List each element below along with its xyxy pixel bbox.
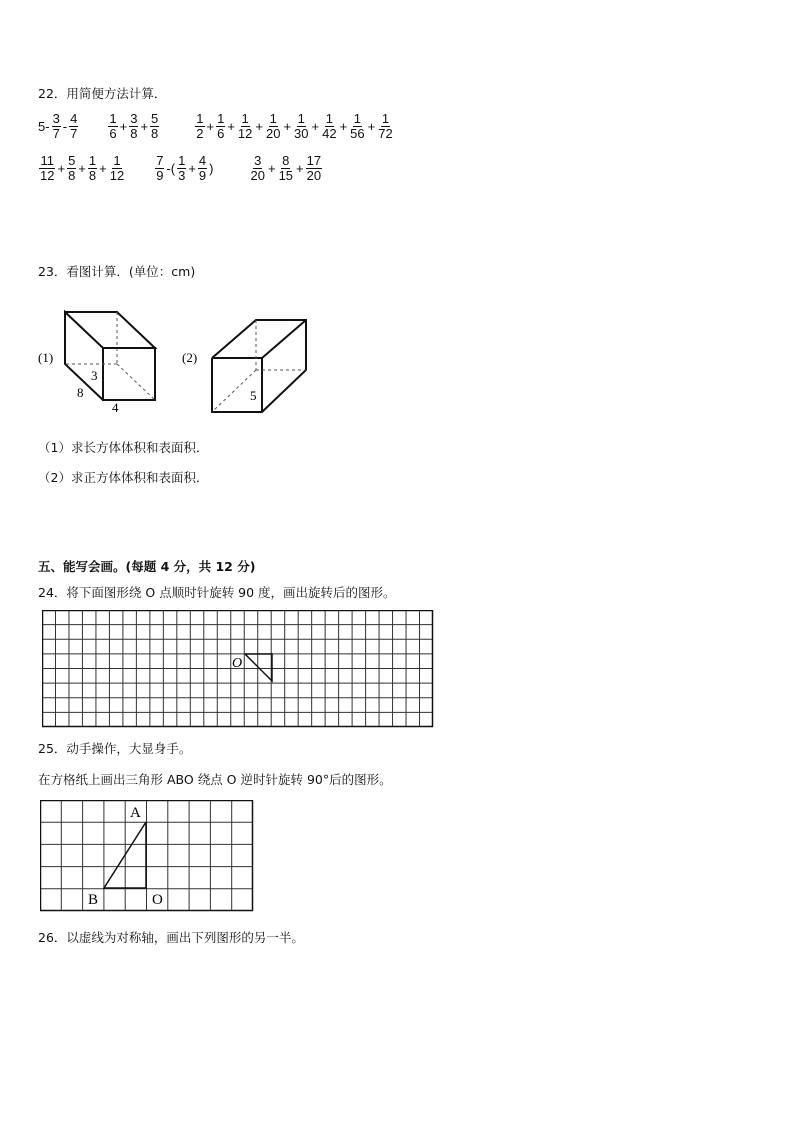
- fraction: $\frac{1}{2}$: [196, 111, 204, 141]
- fraction: $\frac{8}{15}$: [278, 153, 294, 183]
- expression: [249, 154, 324, 183]
- q22-row1: [38, 112, 395, 141]
- cube-figure: [212, 320, 306, 412]
- operator: ): [209, 161, 214, 176]
- operator: +: [311, 119, 320, 134]
- operator: -: [62, 119, 68, 134]
- q23-title: 23．看图计算．(单位：cm): [38, 264, 196, 279]
- fraction: $\frac{3}{8}$: [130, 111, 138, 141]
- cuboid-depth-label: 8: [77, 385, 84, 400]
- operator: +: [57, 161, 66, 176]
- q24-triangle: [245, 654, 272, 681]
- fraction: $\frac{3}{20}$: [250, 153, 265, 183]
- expression: [107, 112, 160, 141]
- whole-number: 5-: [38, 119, 50, 134]
- label-a: A: [130, 805, 141, 821]
- q24-title: 24．将下面图形绕 O 点顺时针旋转 90 度，画出旋转后的图形。: [38, 585, 396, 600]
- operator: +: [99, 161, 107, 176]
- fig2-label: (2): [182, 350, 198, 365]
- expression: [194, 112, 394, 141]
- q22-title: 22．用简便方法计算．: [38, 86, 167, 101]
- fraction: $\frac{5}{8}$: [68, 153, 76, 183]
- operator: +: [140, 119, 149, 134]
- fraction: $\frac{1}{72}$: [378, 111, 393, 141]
- fraction: $\frac{7}{9}$: [156, 153, 164, 183]
- q23-figures: [30, 300, 330, 425]
- fraction: $\frac{1}{12}$: [237, 111, 253, 141]
- q25-grid: [40, 800, 255, 912]
- operator: +: [296, 161, 304, 176]
- operator: +: [255, 119, 263, 134]
- operator: +: [339, 119, 348, 134]
- fraction: $\frac{1}{6}$: [109, 111, 117, 141]
- fraction: $\frac{1}{8}$: [88, 153, 97, 183]
- label-o: O: [152, 892, 163, 908]
- q23-sub2: （2）求正方体体积和表面积．: [38, 470, 209, 485]
- fig1-label: (1): [38, 350, 54, 365]
- q24-point-o: O: [232, 656, 243, 671]
- fraction: $\frac{5}{8}$: [151, 111, 159, 141]
- label-b: B: [88, 892, 99, 908]
- operator: +: [188, 161, 196, 176]
- cube-edge-label: 5: [250, 388, 257, 403]
- operator: +: [267, 161, 276, 176]
- operator: +: [367, 119, 376, 134]
- q25-title: 25．动手操作，大显身手。: [38, 741, 192, 756]
- fraction: $\frac{1}{30}$: [294, 111, 309, 141]
- fraction: $\frac{1}{42}$: [322, 111, 337, 141]
- q25-instruction: 在方格纸上画出三角形 ABO 绕点 O 逆时针旋转 90°后的图形。: [38, 772, 392, 787]
- fraction: $\frac{1}{56}$: [350, 111, 365, 141]
- operator: +: [78, 161, 86, 176]
- cuboid-height-label: 3: [91, 368, 98, 383]
- operator: +: [283, 119, 292, 134]
- q26-title: 26．以虚线为对称轴，画出下列图形的另一半。: [38, 930, 304, 945]
- fraction: $\frac{1}{3}$: [178, 153, 186, 183]
- operator: +: [227, 119, 235, 134]
- q24-grid: [42, 610, 434, 728]
- fraction: $\frac{4}{7}$: [70, 111, 78, 141]
- section5-title: 五、能写会画。(每题 4 分，共 12 分): [38, 559, 256, 574]
- operator: +: [206, 119, 215, 134]
- fraction: $\frac{4}{9}$: [198, 153, 207, 183]
- fraction: $\frac{1}{12}$: [109, 153, 125, 183]
- fraction: $\frac{1}{6}$: [217, 111, 225, 141]
- operator: +: [119, 119, 128, 134]
- cuboid-width-label: 4: [112, 400, 119, 415]
- fraction: $\frac{1}{20}$: [265, 111, 281, 141]
- fraction: $\frac{11}{12}$: [40, 153, 55, 183]
- expression: [38, 112, 79, 141]
- q22-row2: [38, 154, 323, 183]
- fraction: $\frac{3}{7}$: [52, 111, 60, 141]
- q23-sub1: （1）求长方体体积和表面积．: [38, 440, 209, 455]
- fraction: $\frac{17}{20}$: [306, 153, 322, 183]
- expression: [38, 154, 126, 183]
- operator: -(: [166, 161, 176, 176]
- expression: [154, 154, 214, 183]
